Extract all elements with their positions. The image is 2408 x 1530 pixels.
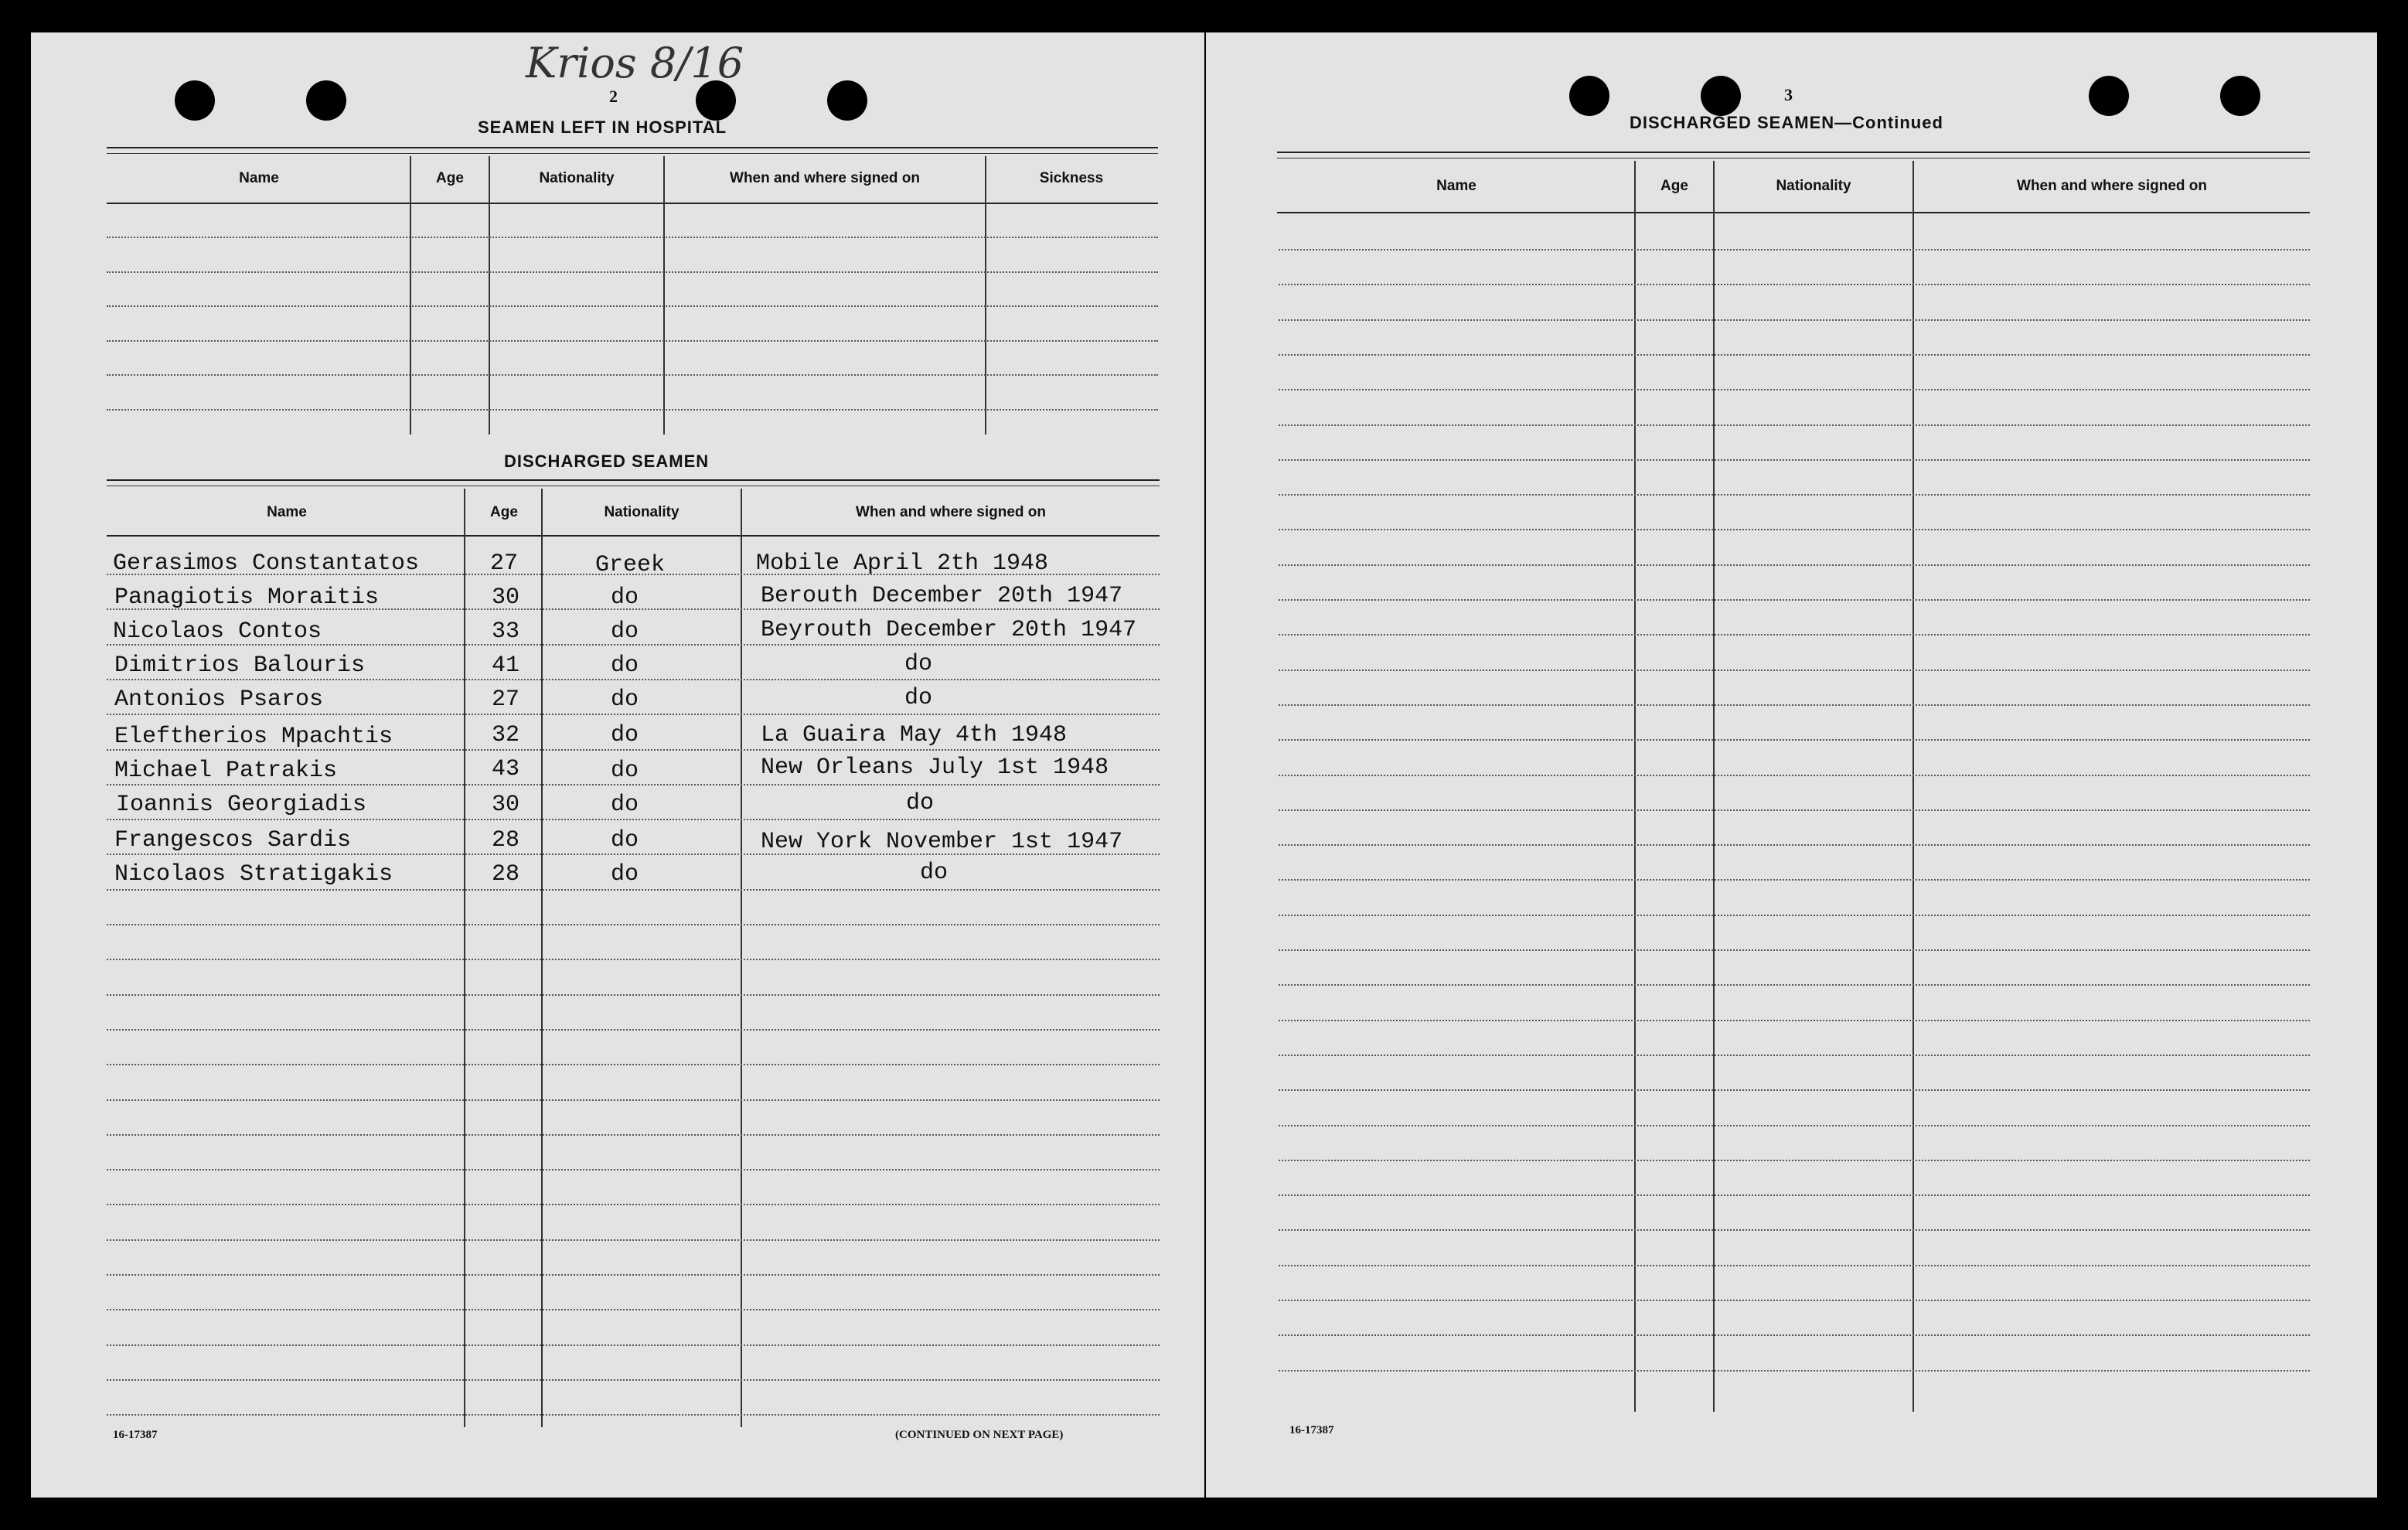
seaman-signed-on: New Orleans July 1st 1948: [761, 755, 1109, 781]
continued-header-signed-on: When and where signed on: [2017, 178, 2207, 194]
punch-hole: [306, 80, 346, 121]
discharged-header-name: Name: [267, 504, 307, 520]
row-rule: [1279, 249, 2310, 250]
seaman-name: Dimitrios Balouris: [114, 653, 366, 679]
punch-hole: [1569, 76, 1609, 116]
row-rule: [1279, 984, 2310, 986]
row-rule: [107, 340, 1158, 342]
continued-note: (CONTINUED ON NEXT PAGE): [895, 1429, 1064, 1441]
seaman-signed-on: La Guaira May 4th 1948: [761, 722, 1068, 748]
discharged-table-top-rule: [107, 479, 1160, 481]
seaman-nationality: do: [611, 618, 639, 645]
row-rule: [1279, 494, 2310, 496]
punch-hole: [175, 80, 215, 121]
row-rule: [1279, 389, 2310, 390]
column-rule: [489, 156, 490, 434]
row-rule: [107, 924, 1160, 925]
row-rule: [107, 714, 1160, 715]
hospital-header-nationality: Nationality: [539, 170, 615, 186]
page-number: 3: [1784, 85, 1793, 104]
row-rule: [1279, 564, 2310, 566]
seaman-nationality: Greek: [595, 552, 666, 578]
column-rule: [663, 156, 665, 434]
seaman-age: 30: [492, 584, 520, 611]
row-rule: [107, 1309, 1160, 1310]
row-rule: [107, 889, 1160, 891]
row-rule: [1279, 844, 2310, 846]
punch-hole: [2089, 76, 2129, 116]
seaman-name: Eleftherios Mpachtis: [114, 724, 393, 750]
row-rule: [1279, 775, 2310, 776]
row-rule: [1279, 529, 2310, 530]
seaman-signed-on: do: [904, 651, 933, 677]
seaman-age: 27: [490, 550, 519, 577]
seaman-age: 33: [492, 618, 520, 645]
row-rule: [1279, 739, 2310, 741]
row-rule: [107, 819, 1160, 820]
column-rule: [1634, 161, 1636, 1412]
row-rule: [107, 959, 1160, 960]
seaman-name: Ioannis Georgiadis: [116, 792, 367, 818]
seaman-nationality: do: [611, 792, 639, 818]
seaman-age: 27: [492, 687, 520, 713]
column-rule: [541, 489, 543, 1427]
continued-header-age: Age: [1660, 178, 1688, 194]
left-page: [31, 32, 1204, 1498]
discharged-header-nationality: Nationality: [604, 504, 679, 520]
row-rule: [1279, 1229, 2310, 1231]
column-rule: [985, 156, 986, 434]
hospital-header-age: Age: [436, 170, 464, 186]
seaman-signed-on: do: [906, 790, 935, 816]
punch-hole: [2220, 76, 2260, 116]
seaman-nationality: do: [611, 827, 639, 854]
seaman-name: Frangescos Sardis: [114, 827, 352, 854]
row-rule: [107, 374, 1158, 376]
row-rule: [1279, 670, 2310, 671]
row-rule: [1279, 319, 2310, 321]
row-rule: [1279, 949, 2310, 951]
column-rule: [1713, 161, 1715, 1412]
row-rule: [1279, 354, 2310, 356]
row-rule: [107, 1099, 1160, 1101]
hospital-table-top-rule: [107, 147, 1158, 148]
row-rule: [1279, 1334, 2310, 1336]
row-rule: [107, 1204, 1160, 1205]
row-rule: [107, 1414, 1160, 1416]
row-rule: [107, 1379, 1160, 1381]
row-rule: [107, 1239, 1160, 1241]
continued-header-rule: [1277, 212, 2310, 213]
form-number: 16-17387: [113, 1429, 158, 1441]
discharged-section-title: DISCHARGED SEAMEN: [504, 452, 710, 471]
row-rule: [1279, 1160, 2310, 1161]
seaman-nationality: do: [611, 653, 639, 679]
row-rule: [1279, 1265, 2310, 1266]
seaman-age: 30: [492, 792, 520, 818]
discharged-header-rule: [107, 535, 1160, 537]
right-page: [1206, 32, 2377, 1498]
column-rule: [1912, 161, 1914, 1412]
discharged-header-age: Age: [490, 504, 518, 520]
row-rule: [107, 237, 1158, 238]
seaman-nationality: do: [611, 584, 639, 611]
column-rule: [410, 156, 411, 434]
row-rule: [107, 784, 1160, 785]
hospital-header-sickness: Sickness: [1039, 170, 1104, 186]
seaman-age: 41: [492, 653, 520, 679]
row-rule: [1279, 1020, 2310, 1021]
row-rule: [1279, 915, 2310, 916]
row-rule: [1279, 1370, 2310, 1372]
row-rule: [107, 271, 1158, 273]
seaman-name: Nicolaos Contos: [113, 618, 322, 645]
column-rule: [464, 489, 465, 1427]
punch-hole: [827, 80, 867, 121]
seaman-signed-on: do: [920, 860, 949, 886]
row-rule: [107, 305, 1158, 307]
hospital-header-rule: [107, 203, 1158, 204]
row-rule: [1279, 424, 2310, 426]
hospital-table-top-rule: [107, 153, 1158, 154]
seaman-name: Gerasimos Constantatos: [113, 550, 420, 577]
row-rule: [1279, 1089, 2310, 1091]
seaman-signed-on: Mobile April 2th 1948: [756, 550, 1049, 577]
seaman-age: 28: [492, 861, 520, 888]
row-rule: [107, 1064, 1160, 1065]
continued-header-nationality: Nationality: [1776, 178, 1851, 194]
seaman-signed-on: do: [904, 685, 933, 711]
seaman-name: Michael Patrakis: [114, 758, 338, 784]
seaman-name: Panagiotis Moraitis: [114, 584, 380, 611]
row-rule: [1279, 599, 2310, 601]
handwritten-note: Krios 8/16: [526, 39, 744, 87]
row-rule: [1279, 1125, 2310, 1126]
row-rule: [107, 1344, 1160, 1346]
seaman-nationality: do: [611, 722, 639, 748]
seaman-name: Nicolaos Stratigakis: [114, 861, 393, 888]
row-rule: [1279, 284, 2310, 285]
discharged-continued-title: DISCHARGED SEAMEN—Continued: [1630, 113, 1943, 132]
row-rule: [1279, 1300, 2310, 1301]
continued-table-top-rule: [1277, 152, 2310, 153]
seaman-nationality: do: [611, 687, 639, 713]
row-rule: [1279, 704, 2310, 706]
row-rule: [1279, 1194, 2310, 1196]
seaman-name: Antonios Psaros: [114, 687, 324, 713]
hospital-header-name: Name: [239, 170, 279, 186]
seaman-age: 32: [492, 722, 520, 748]
seaman-nationality: do: [611, 861, 639, 888]
seaman-nationality: do: [611, 758, 639, 784]
row-rule: [1279, 459, 2310, 461]
page-number: 2: [609, 87, 618, 106]
seaman-signed-on: New York November 1st 1947: [761, 829, 1123, 855]
row-rule: [107, 1274, 1160, 1276]
row-rule: [107, 994, 1160, 996]
seaman-age: 28: [492, 827, 520, 854]
row-rule: [107, 1029, 1160, 1031]
form-number: 16-17387: [1289, 1424, 1334, 1436]
row-rule: [1279, 879, 2310, 881]
row-rule: [1279, 1055, 2310, 1056]
row-rule: [1279, 809, 2310, 811]
continued-header-name: Name: [1436, 178, 1476, 194]
row-rule: [107, 1169, 1160, 1171]
row-rule: [107, 409, 1158, 411]
row-rule: [1279, 634, 2310, 636]
discharged-header-signed-on: When and where signed on: [856, 504, 1046, 520]
hospital-header-signed-on: When and where signed on: [730, 170, 920, 186]
seaman-age: 43: [492, 756, 520, 782]
hospital-section-title: SEAMEN LEFT IN HOSPITAL: [478, 118, 727, 137]
seaman-signed-on: Berouth December 20th 1947: [761, 583, 1123, 609]
seaman-signed-on: Beyrouth December 20th 1947: [761, 617, 1137, 643]
column-rule: [741, 489, 742, 1427]
punch-hole: [1701, 76, 1741, 116]
row-rule: [107, 679, 1160, 680]
row-rule: [107, 1134, 1160, 1136]
